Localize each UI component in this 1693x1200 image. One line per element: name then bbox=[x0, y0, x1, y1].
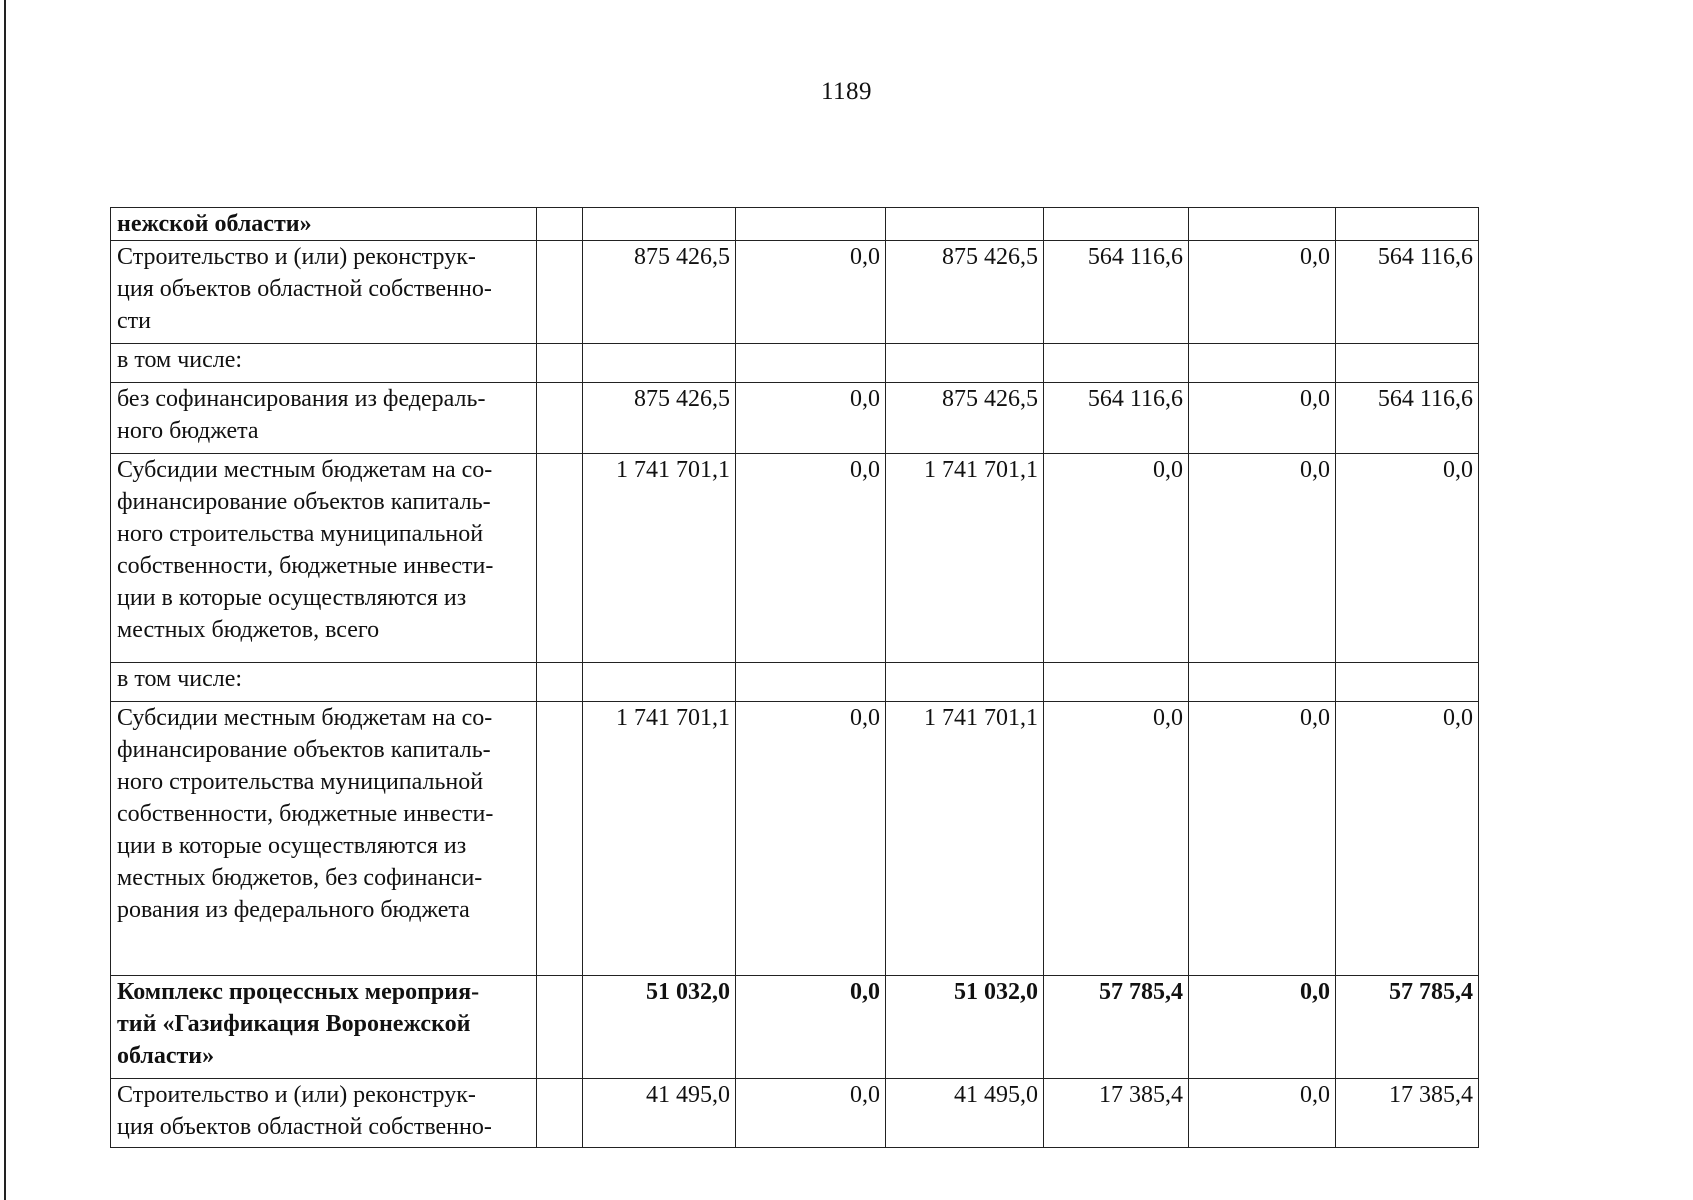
value-cell: 875 426,5 bbox=[886, 241, 1044, 344]
value-cell: 51 032,0 bbox=[886, 976, 1044, 1079]
value-cell: 1 741 701,1 bbox=[583, 702, 736, 976]
row-name-cell bbox=[111, 702, 537, 976]
value-cell: 0,0 bbox=[1189, 383, 1336, 454]
row-name-line: области» bbox=[117, 1043, 215, 1069]
row-name-line: рования из федерального бюджета bbox=[117, 897, 470, 923]
value-cell bbox=[1336, 208, 1479, 241]
value-cell: 0,0 bbox=[1044, 454, 1189, 663]
table-row bbox=[111, 663, 1479, 702]
value-cell: 564 116,6 bbox=[1044, 383, 1189, 454]
value-cell bbox=[583, 344, 736, 383]
row-name-line: ного бюджета bbox=[117, 418, 259, 444]
value-cell bbox=[736, 344, 886, 383]
row-code-cell bbox=[537, 702, 583, 976]
value-cell bbox=[1044, 344, 1189, 383]
table-row bbox=[111, 702, 1479, 976]
row-name-cell bbox=[111, 344, 537, 383]
value-cell bbox=[583, 208, 736, 241]
value-cell: 51 032,0 bbox=[583, 976, 736, 1079]
value-cell bbox=[1044, 208, 1189, 241]
row-name-line: собственности, бюджетные инвести- bbox=[117, 553, 494, 579]
row-name-line: нежской области» bbox=[117, 211, 312, 237]
value-cell bbox=[1189, 663, 1336, 702]
value-cell: 0,0 bbox=[736, 976, 886, 1079]
row-name-line: финансирование объектов капиталь- bbox=[117, 737, 491, 763]
row-name-line: собственности, бюджетные инвести- bbox=[117, 801, 494, 827]
value-cell: 875 426,5 bbox=[583, 383, 736, 454]
value-cell: 0,0 bbox=[1044, 702, 1189, 976]
row-code-cell bbox=[537, 663, 583, 702]
value-cell: 0,0 bbox=[736, 241, 886, 344]
row-code-cell bbox=[537, 241, 583, 344]
row-name-line: Субсидии местным бюджетам на со- bbox=[117, 457, 493, 483]
value-cell bbox=[886, 344, 1044, 383]
row-name-cell bbox=[111, 208, 537, 241]
value-cell: 0,0 bbox=[1336, 454, 1479, 663]
table-row bbox=[111, 344, 1479, 383]
value-cell bbox=[886, 208, 1044, 241]
row-name-cell bbox=[111, 454, 537, 663]
value-cell bbox=[1336, 344, 1479, 383]
table-row bbox=[111, 241, 1479, 344]
value-cell: 0,0 bbox=[736, 383, 886, 454]
value-cell: 564 116,6 bbox=[1336, 241, 1479, 344]
row-code-cell bbox=[537, 454, 583, 663]
row-name-line: в том числе: bbox=[117, 666, 243, 692]
row-name-line: местных бюджетов, без софинанси- bbox=[117, 865, 483, 891]
value-cell: 564 116,6 bbox=[1336, 383, 1479, 454]
value-cell: 875 426,5 bbox=[583, 241, 736, 344]
value-cell bbox=[1189, 208, 1336, 241]
row-name-cell bbox=[111, 1079, 537, 1148]
budget-table-body bbox=[111, 208, 1479, 1148]
row-name-cell bbox=[111, 663, 537, 702]
value-cell: 0,0 bbox=[736, 1079, 886, 1148]
value-cell bbox=[736, 663, 886, 702]
row-name-line: без софинансирования из федераль- bbox=[117, 386, 486, 412]
value-cell: 564 116,6 bbox=[1044, 241, 1189, 344]
value-cell: 0,0 bbox=[736, 454, 886, 663]
value-cell bbox=[736, 208, 886, 241]
row-code-cell bbox=[537, 976, 583, 1079]
row-name-cell bbox=[111, 976, 537, 1079]
row-name-line: ции в которые осуществляются из bbox=[117, 585, 467, 611]
value-cell: 0,0 bbox=[1189, 1079, 1336, 1148]
row-name-line: сти bbox=[117, 308, 151, 334]
table-row bbox=[111, 454, 1479, 663]
value-cell: 875 426,5 bbox=[886, 383, 1044, 454]
table-row bbox=[111, 208, 1479, 241]
row-name-line: ного строительства муниципальной bbox=[117, 769, 484, 795]
value-cell: 17 385,4 bbox=[1336, 1079, 1479, 1148]
table-row bbox=[111, 976, 1479, 1079]
value-cell: 1 741 701,1 bbox=[886, 702, 1044, 976]
left-margin-rule bbox=[4, 0, 6, 1200]
row-name-line: местных бюджетов, всего bbox=[117, 617, 380, 643]
value-cell: 0,0 bbox=[1189, 702, 1336, 976]
page-number: 1189 bbox=[820, 78, 873, 105]
row-name-line: Строительство и (или) реконструк- bbox=[117, 244, 476, 270]
value-cell bbox=[583, 663, 736, 702]
value-cell: 0,0 bbox=[1336, 702, 1479, 976]
row-name-line: тий «Газификация Воронежской bbox=[117, 1011, 471, 1037]
value-cell bbox=[886, 663, 1044, 702]
value-cell: 57 785,4 bbox=[1336, 976, 1479, 1079]
row-name-line: Комплекс процессных мероприя- bbox=[117, 979, 480, 1005]
value-cell: 41 495,0 bbox=[886, 1079, 1044, 1148]
budget-table bbox=[110, 207, 1479, 1148]
value-cell bbox=[1336, 663, 1479, 702]
value-cell: 41 495,0 bbox=[583, 1079, 736, 1148]
table-row bbox=[111, 383, 1479, 454]
value-cell: 0,0 bbox=[1189, 241, 1336, 344]
value-cell: 17 385,4 bbox=[1044, 1079, 1189, 1148]
value-cell: 0,0 bbox=[1189, 454, 1336, 663]
row-name-line: ция объектов областной собственно- bbox=[117, 1114, 492, 1140]
row-name-line: финансирование объектов капиталь- bbox=[117, 489, 491, 515]
value-cell: 0,0 bbox=[736, 702, 886, 976]
row-code-cell bbox=[537, 383, 583, 454]
row-name-line: ного строительства муниципальной bbox=[117, 521, 484, 547]
table-row bbox=[111, 1079, 1479, 1148]
row-code-cell bbox=[537, 208, 583, 241]
value-cell: 1 741 701,1 bbox=[886, 454, 1044, 663]
row-name-line: ция объектов областной собственно- bbox=[117, 276, 492, 302]
value-cell: 0,0 bbox=[1189, 976, 1336, 1079]
row-name-line: Строительство и (или) реконструк- bbox=[117, 1082, 476, 1108]
value-cell: 1 741 701,1 bbox=[583, 454, 736, 663]
value-cell bbox=[1189, 344, 1336, 383]
row-name-line: Субсидии местным бюджетам на со- bbox=[117, 705, 493, 731]
row-name-line: ции в которые осуществляются из bbox=[117, 833, 467, 859]
row-name-cell bbox=[111, 241, 537, 344]
row-code-cell bbox=[537, 344, 583, 383]
value-cell bbox=[1044, 663, 1189, 702]
row-name-line: в том числе: bbox=[117, 347, 243, 373]
row-name-cell bbox=[111, 383, 537, 454]
row-code-cell bbox=[537, 1079, 583, 1148]
value-cell: 57 785,4 bbox=[1044, 976, 1189, 1079]
